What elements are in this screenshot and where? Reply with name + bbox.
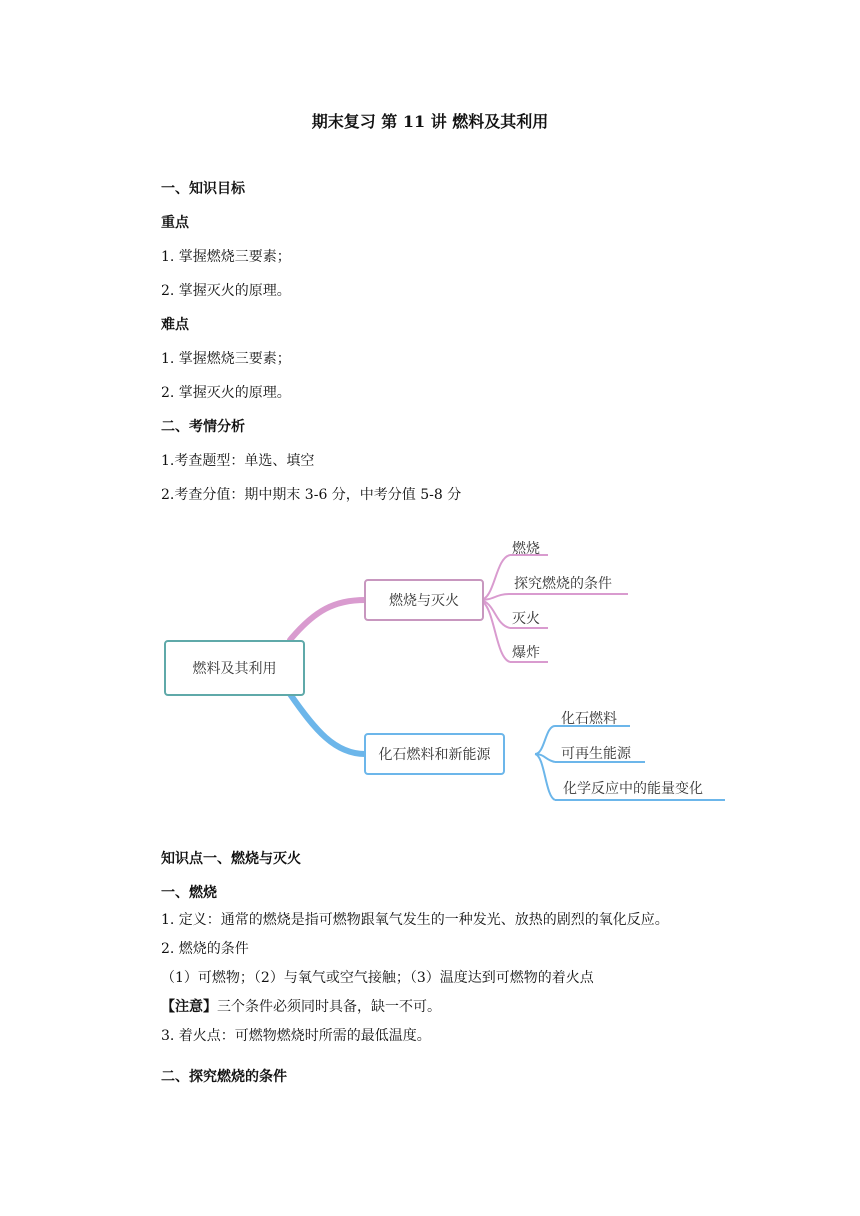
mind-map-leaf: 化石燃料 <box>561 711 617 727</box>
difficult-points-label: 难点 <box>161 317 189 333</box>
content-line: 3. 着火点：可燃物燃烧时所需的最低温度。 <box>161 1028 431 1044</box>
key-point-item: 1. 掌握燃烧三要素； <box>161 249 291 265</box>
content-line: 1. 定义：通常的燃烧是指可燃物跟氧气发生的一种发光、放热的剧烈的氧化反应。 <box>161 912 669 928</box>
page-title: 期末复习 第 11 讲 燃料及其利用 <box>311 112 549 131</box>
section-heading-exam: 二、考情分析 <box>161 419 245 435</box>
mind-map-leaf: 探究燃烧的条件 <box>514 576 612 592</box>
exam-item: 1.考查题型：单选、填空 <box>161 453 315 469</box>
mind-map-leaf: 燃烧 <box>512 541 540 557</box>
note-label: 【注意】 <box>161 999 217 1015</box>
subheading-combustion: 一、燃烧 <box>161 885 217 901</box>
subheading-explore: 二、探究燃烧的条件 <box>161 1069 287 1085</box>
content-line: （1）可燃物；（2）与氧气或空气接触；（3）温度达到可燃物的着火点 <box>161 970 594 986</box>
note-line <box>161 997 441 1017</box>
mind-map-root-node: 燃料及其利用 <box>164 640 305 696</box>
mind-map-leaf: 化学反应中的能量变化 <box>563 781 703 797</box>
mind-map-leaf: 灭火 <box>512 611 540 627</box>
difficult-point-item: 1. 掌握燃烧三要素； <box>161 351 291 367</box>
mind-map-leaf: 可再生能源 <box>561 746 631 762</box>
key-points-label: 重点 <box>161 215 189 231</box>
section-heading-goals: 一、知识目标 <box>161 181 245 197</box>
content-line: 2. 燃烧的条件 <box>161 941 249 957</box>
mind-map-branch-fuels: 化石燃料和新能源 <box>364 733 505 775</box>
mind-map-branch-combustion: 燃烧与灭火 <box>364 579 484 621</box>
knowledge-heading: 知识点一、燃烧与灭火 <box>161 851 301 867</box>
mind-map <box>150 530 750 820</box>
mind-map-leaf: 爆炸 <box>512 645 540 661</box>
note-text: 三个条件必须同时具备，缺一不可。 <box>217 999 441 1015</box>
key-point-item: 2. 掌握灭火的原理。 <box>161 283 291 299</box>
difficult-point-item: 2. 掌握灭火的原理。 <box>161 385 291 401</box>
exam-item: 2.考查分值：期中期末 3-6 分，中考分值 5-8 分 <box>161 487 462 503</box>
